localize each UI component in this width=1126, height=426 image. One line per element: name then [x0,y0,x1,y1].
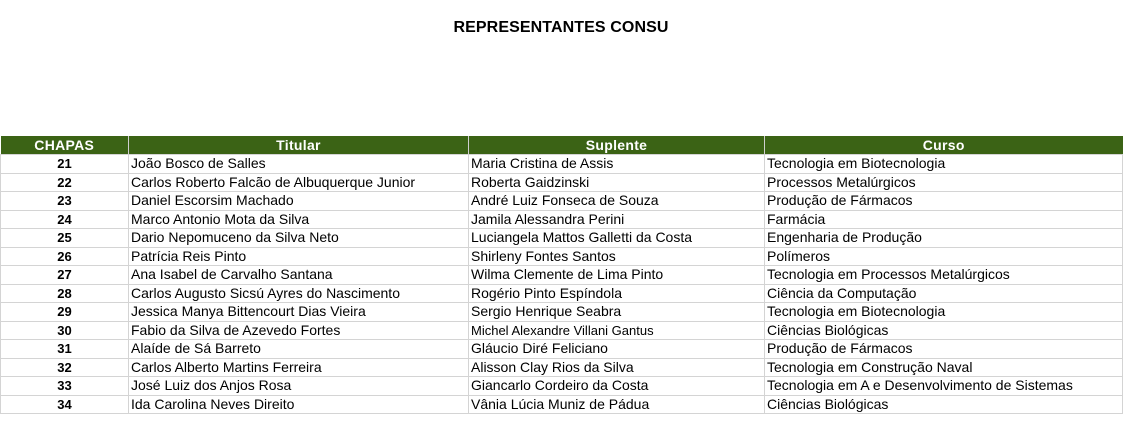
chapa-number: 25 [1,229,129,248]
curso-name: Ciências Biológicas [765,321,1123,340]
curso-name: Tecnologia em A e Desenvolvimento de Sistemas [765,377,1123,396]
suplente-name: Rogério Pinto Espíndola [469,284,765,303]
table-row [1,303,1123,322]
table-row [1,358,1123,377]
curso-name: Processos Metalúrgicos [765,173,1123,192]
titular-name: Patrícia Reis Pinto [129,247,469,266]
titular-name: Carlos Augusto Sicsú Ayres do Nascimento [129,284,469,303]
titular-name: João Bosco de Salles [129,155,469,174]
chapa-number: 34 [1,395,129,414]
titular-name: Marco Antonio Mota da Silva [129,210,469,229]
suplente-name: Giancarlo Cordeiro da Costa [469,377,765,396]
curso-name: Farmácia [765,210,1123,229]
chapa-number: 31 [1,340,129,359]
suplente-name: Roberta Gaidzinski [469,173,765,192]
chapa-number: 28 [1,284,129,303]
suplente-name: Shirleny Fontes Santos [469,247,765,266]
suplente-name: Wilma Clemente de Lima Pinto [469,266,765,285]
chapa-number: 22 [1,173,129,192]
chapa-number: 29 [1,303,129,322]
titular-name: Dario Nepomuceno da Silva Neto [129,229,469,248]
chapa-number: 23 [1,192,129,211]
curso-name: Tecnologia em Processos Metalúrgicos [765,266,1123,285]
suplente-name: Gláucio Diré Feliciano [469,340,765,359]
table-row [1,284,1123,303]
titular-name: Ana Isabel de Carvalho Santana [129,266,469,285]
table-row [1,395,1123,414]
suplente-name: André Luiz Fonseca de Souza [469,192,765,211]
suplente-name: Alisson Clay Rios da Silva [469,358,765,377]
chapa-number: 26 [1,247,129,266]
curso-name: Polímeros [765,247,1123,266]
curso-name: Ciência da Computação [765,284,1123,303]
titular-name: Daniel Escorsim Machado [129,192,469,211]
table-row [1,173,1123,192]
table-row [1,266,1123,285]
suplente-name: Luciangela Mattos Galletti da Costa [469,229,765,248]
column-header-titular: Titular [129,136,469,155]
table-row [1,192,1123,211]
titular-name: Ida Carolina Neves Direito [129,395,469,414]
representatives-table [0,136,1123,414]
curso-name: Produção de Fármacos [765,340,1123,359]
table-row [1,229,1123,248]
titular-name: Jessica Manya Bittencourt Dias Vieira [129,303,469,322]
curso-name: Tecnologia em Biotecnologia [765,303,1123,322]
chapa-number: 27 [1,266,129,285]
titular-name: Alaíde de Sá Barreto [129,340,469,359]
suplente-name: Jamila Alessandra Perini [469,210,765,229]
column-header-suplente: Suplente [469,136,765,155]
chapa-number: 21 [1,155,129,174]
column-header-chapas: CHAPAS [1,136,129,155]
chapa-number: 32 [1,358,129,377]
curso-name: Tecnologia em Biotecnologia [765,155,1123,174]
titular-name: Carlos Roberto Falcão de Albuquerque Junior [129,173,469,192]
chapa-number: 30 [1,321,129,340]
curso-name: Ciências Biológicas [765,395,1123,414]
titular-name: Carlos Alberto Martins Ferreira [129,358,469,377]
curso-name: Produção de Fármacos [765,192,1123,211]
page-title: REPRESENTANTES CONSU [453,19,669,36]
column-header-curso: Curso [765,136,1123,155]
suplente-name: Maria Cristina de Assis [469,155,765,174]
curso-name: Engenharia de Produção [765,229,1123,248]
suplente-name: Sergio Henrique Seabra [469,303,765,322]
suplente-name: Michel Alexandre Villani Gantus [469,321,765,340]
table-row [1,340,1123,359]
chapa-number: 33 [1,377,129,396]
table-row [1,321,1123,340]
chapa-number: 24 [1,210,129,229]
suplente-name: Vânia Lúcia Muniz de Pádua [469,395,765,414]
titular-name: José Luiz dos Anjos Rosa [129,377,469,396]
table-row [1,155,1123,174]
table-header-row [1,136,1123,155]
table-row [1,377,1123,396]
curso-name: Tecnologia em Construção Naval [765,358,1123,377]
titular-name: Fabio da Silva de Azevedo Fortes [129,321,469,340]
table-row [1,210,1123,229]
table-row [1,247,1123,266]
